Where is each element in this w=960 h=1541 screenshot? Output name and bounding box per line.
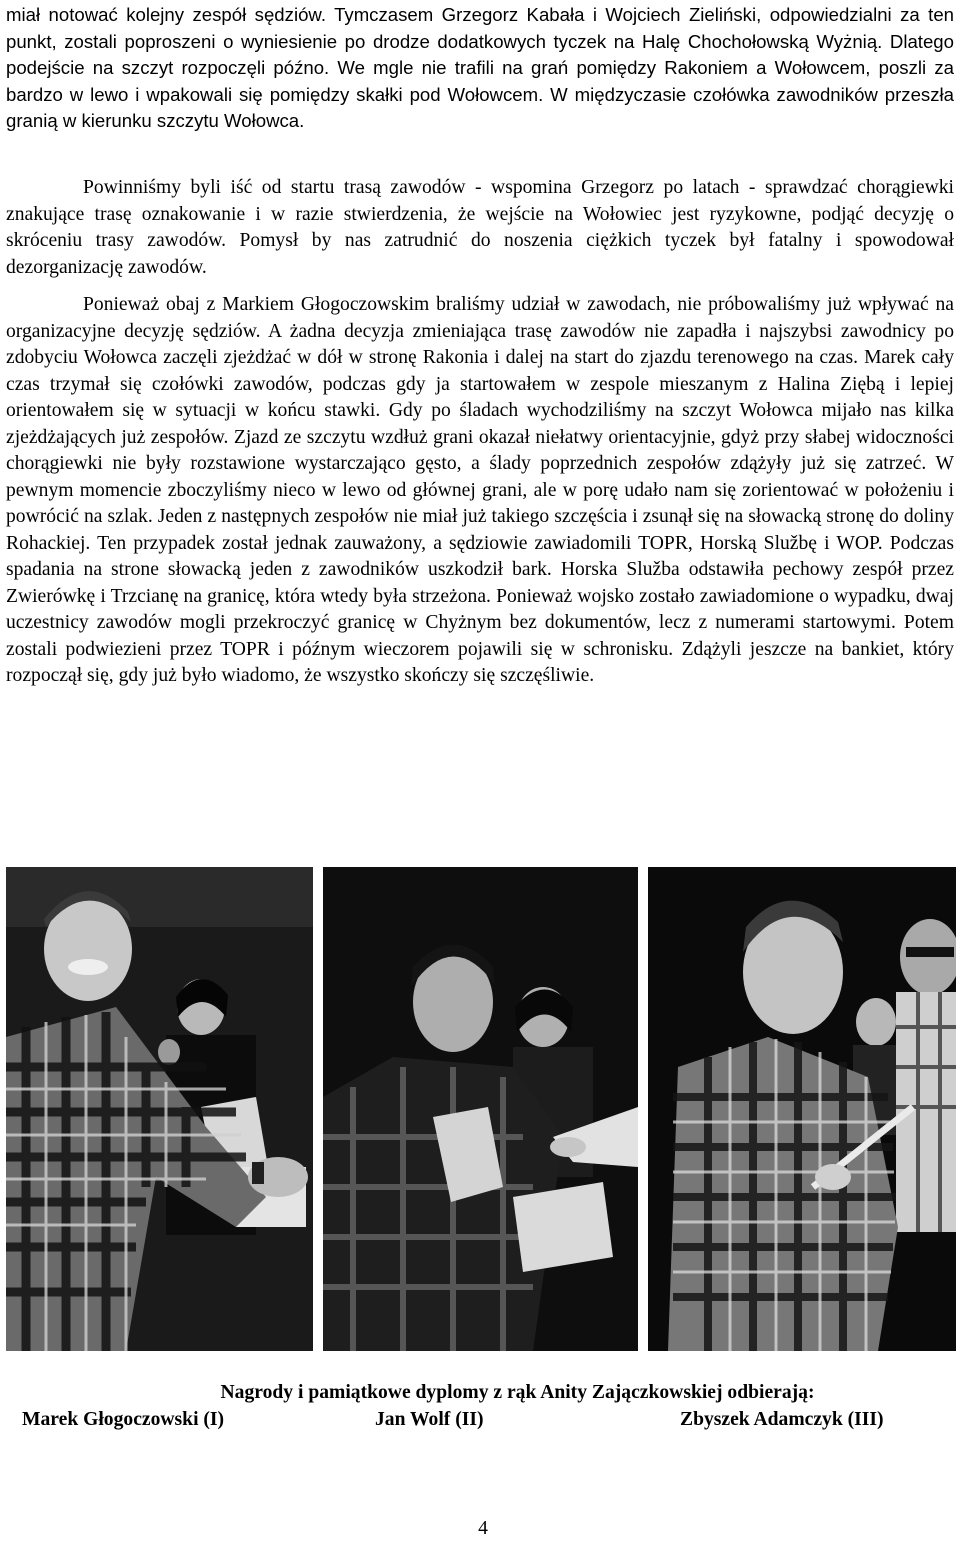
photo-caption-title: Nagrody i pamiątkowe dyplomy z rąk Anity Zajączkowskiej odbierają: xyxy=(220,1382,815,1403)
photo-award-first-place xyxy=(6,867,313,1351)
photo-caption-name-1: Marek Głogoczowski (I) xyxy=(22,1409,225,1430)
page-number: 4 xyxy=(478,1518,488,1539)
photo-caption-name-2: Jan Wolf (II) xyxy=(375,1409,484,1430)
paragraph-1: miał notować kolejny zespół sędziów. Tymczasem Grzegorz Kabała i Wojciech Zieliński, odpowiedzialni za ten punkt, zostali poproszeni o wyniesienie po drodze dodatkowych tyczek na Halę Chochołowską Wyżnią. Dlatego podejście na szczyt rozpoczęli późno. We mgle nie trafili na grań pomiędzy Rakoniem a Wołowcem, poszli za bardzo w lewo i wpakowali się pomiędzy skałki pod Wołowcem. W międzyczasie czołówka zawodników przeszła granią w kierunku szczytu Wołowca. xyxy=(6,4,954,131)
photo-award-second-place xyxy=(323,867,638,1351)
photo-award-third-place xyxy=(648,867,956,1351)
paragraph-3: Ponieważ obaj z Markiem Głogoczowskim braliśmy udział w zawodach, nie próbowaliśmy już wpływać na organizacyjne decyzję sędziów. A żadna decyzja zmieniająca trasę zawodów nie zapadła i najszybsi zawodnicy po zdobyciu Wołowca zaczęli zjeżdżać w dół w stronę Rakonia i dalej na start do zjazdu terenowego na czas. Marek cały czas trzymał się czołówki zawodów, podczas gdy ja startowałem w zespole mieszanym z Halina Ziębą i lepiej orientowałem się w sytuacji w końcu stawki. Gdy po śladach wychodziliśmy na szczyt Wołowca mijało nas kilka zjeżdżających już zespołów. Zjazd ze szczytu wzdłuż grani okazał niełatwy orientacyjnie, gdyż przy słabej widoczności chorągiewki nie były rozstawione wystarczająco gęsto, a ślady poprzednich zespołów zdążyły już się zatrzeć. W pewnym momencie zboczyliśmy nieco w lewo od głównej grani, ale w porę udało nam się zorientować w położeniu i powrócić na szlak. Jeden z następnych zespołów nie miał już takiego szczęścia i zsunął się na słowacką stronę do doliny Rohackiej. Ten przypadek został jednak zauważony, a sędziowie zawiadomili TOPR, Horską Službę i WOP. Podczas spadania na strone słowacką jeden z zawodników uszkodził bark. Horska Služba odstawiła pechowy zespół przez Zwierówkę i Trzcianę na granicę, która wtedy była strzeżona. Ponieważ wojsko zostało zawiadomione o wypadku, dwaj uczestnicy zawodów mogli przekroczyć granicę w Chyżnym bez dokumentów, lecz z numerami startowymi. Potem zostali podwiezieni przez TOPR i późnym wieczorem pojawili się w schronisku. Zdążyli jeszcze na bankiet, który rozpoczął się, gdy już było wiadomo, że wszystko skończy się szczęśliwie. xyxy=(6,294,954,686)
paragraph-2: Powinniśmy byli iść od startu trasą zawodów - wspomina Grzegorz po latach - sprawdzać chorągiewki znakujące trasę oznakowanie i w razie stwierdzenia, że wejście na Wołowiec jest ryzykowne, podjąć decyzję o skróceniu trasy zawodów. Pomysł by nas zatrudnić do noszenia ciężkich tyczek był fatalny i spowodował dezorganizację zawodów. xyxy=(6,177,954,278)
photo-caption-name-3: Zbyszek Adamczyk (III) xyxy=(680,1409,884,1430)
